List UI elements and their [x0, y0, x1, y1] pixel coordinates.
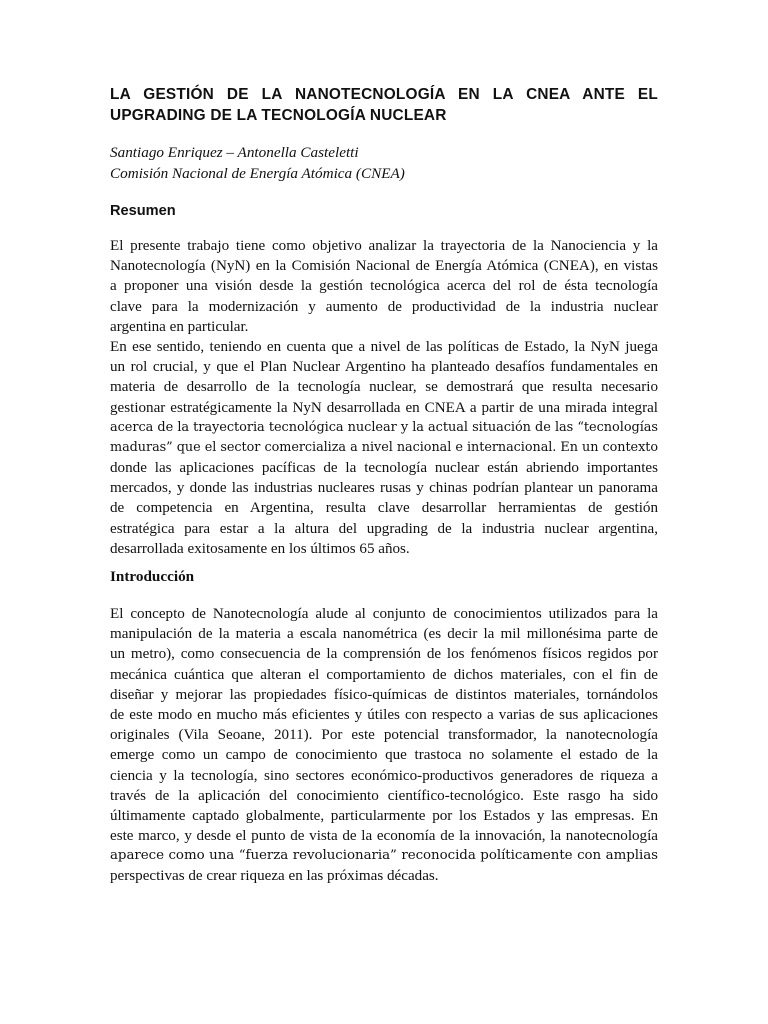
author-block — [110, 142, 658, 184]
introduction-body — [110, 604, 658, 887]
text-line: El concepto de Nanotecnología alude al conjunto de conocimientos utilizados para la — [110, 606, 658, 622]
text-line: mecánica cuántica que alteran el comportamiento de dichos materiales, con el fin de — [110, 666, 658, 683]
introduction-heading: Introducción — [110, 568, 195, 585]
text-line: clave para la modernización y aumento de productividad de la industria nuclear — [110, 298, 658, 315]
paper-title — [110, 84, 658, 126]
text-line: perspectivas de crear riqueza en las próximas décadas. — [110, 868, 439, 885]
text-line: manipulación de la materia a escala nanométrica (es decir la mil millonésima parte de — [110, 626, 658, 643]
text-line: de competencia en Argentina, resulta clave desarrollar herramientas de gestión — [110, 500, 658, 517]
text-line: de este modo en mucho más eficientes y útiles con respecto a varias de sus aplicaciones — [110, 706, 658, 723]
abstract-body — [110, 236, 658, 559]
text-line: originales (Vila Seoane, 2011). Por este potencial transformador, la nanotecnología — [110, 727, 658, 744]
text-line: aparece como una “fuerza revolucionaria” reconocida políticamente con amplias — [110, 848, 658, 864]
text-line: En ese sentido, teniendo en cuenta que a nivel de las políticas de Estado, la NyN juega — [110, 338, 658, 355]
text-line: emerge como un campo de conocimiento que trastoca no solamente el estado de la — [110, 747, 658, 764]
text-line: mercados, y donde las industrias nucleares rusas y chinas podrían plantear un panorama — [110, 480, 658, 497]
text-line: a proponer una visión desde la gestión tecnológica acerca del rol de ésta tecnología — [110, 278, 658, 295]
text-line: materia de desarrollo de la tecnología nuclear, se demostrará que resulta necesario — [110, 379, 658, 396]
text-line: gestionar estratégicamente la NyN desarrollada en CNEA a partir de una mirada integral — [110, 399, 658, 416]
text-line: últimamente captado globalmente, particularmente por los Estados y las empresas. En — [110, 807, 658, 824]
text-line: Nanotecnología (NyN) en la Comisión Nacional de Energía Atómica (CNEA), en vistas — [110, 258, 658, 275]
text-line: un rol crucial, y que el Plan Nuclear Argentino ha planteado desafíos fundamentales en — [110, 359, 658, 376]
text-line: El presente trabajo tiene como objetivo analizar la trayectoria de la Nanociencia y la — [110, 238, 658, 254]
text-line: estratégica para estar a la altura del upgrading de la industria nuclear argentina, — [110, 520, 658, 537]
authors: Santiago Enriquez – Antonella Casteletti — [110, 144, 359, 161]
title-line: LA GESTIÓN DE LA NANOTECNOLOGÍA EN LA CNEA ANTE EL — [110, 86, 658, 103]
text-line: este marco, y desde el punto de vista de la economía de la innovación, la nanotecnología — [110, 828, 658, 845]
text-line: maduras” que el sector comercializa a nivel nacional e internacional. En un contexto — [110, 439, 658, 455]
text-line: desarrollada exitosamente en los últimos 65 años. — [110, 540, 410, 557]
text-line: ciencia y la tecnología, sino sectores económico-productivos generadores de riqueza a — [110, 767, 658, 784]
affiliation: Comisión Nacional de Energía Atómica (CNEA) — [110, 165, 405, 182]
text-line: través de la aplicación del conocimiento científico-tecnológico. Este rasgo ha sido — [110, 787, 658, 804]
text-line: acerca de la trayectoria tecnológica nuclear y la actual situación de las “tecnologías — [110, 419, 658, 435]
text-line: diseñar y mejorar las propiedades físico-químicas de distintos materiales, tornándolos — [110, 686, 658, 703]
text-line: argentina en particular. — [110, 318, 249, 335]
abstract-heading: Resumen — [110, 203, 176, 219]
text-line: un metro), como consecuencia de la comprensión de los fenómenos físicos regidos por — [110, 646, 658, 663]
text-line: donde las aplicaciones pacíficas de la tecnología nuclear están abriendo importantes — [110, 460, 658, 477]
title-line: UPGRADING DE LA TECNOLOGÍA NUCLEAR — [110, 107, 447, 124]
